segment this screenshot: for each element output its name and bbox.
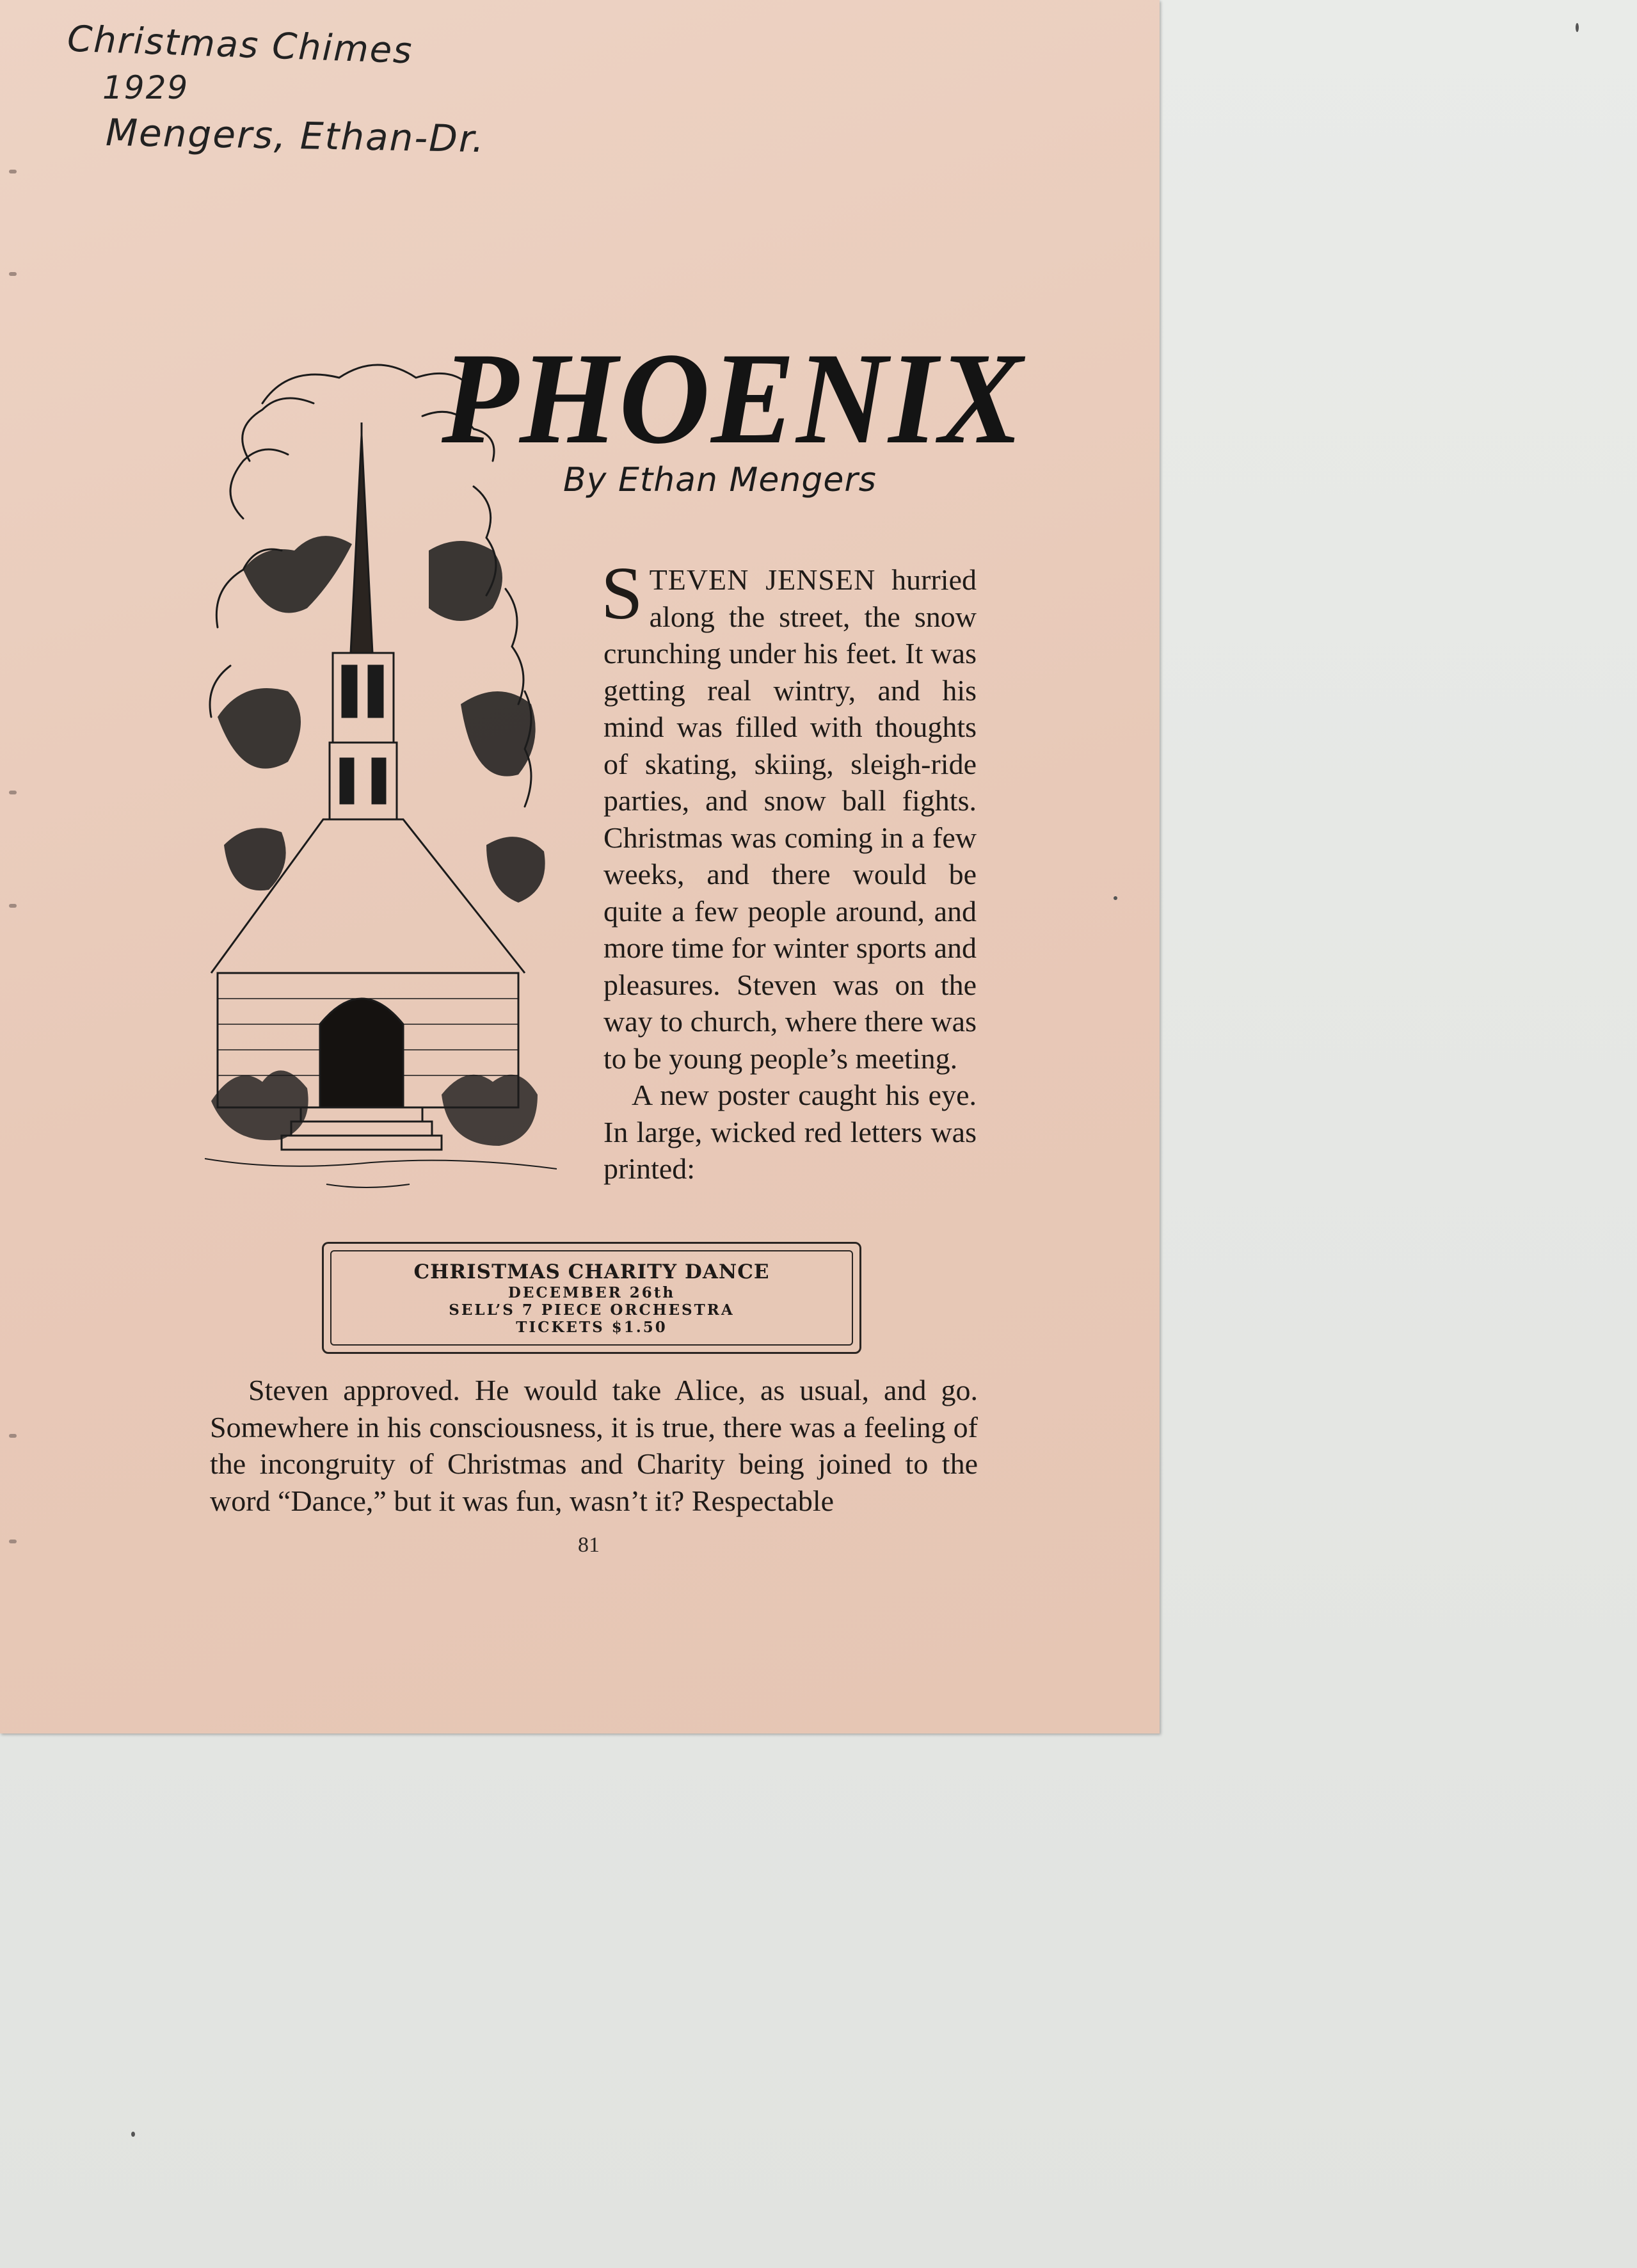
drop-cap: S xyxy=(601,551,643,635)
poster-date: DECEMBER 26th xyxy=(507,1284,676,1301)
continuation-paragraph: Steven approved. He would take Alice, as usual, and go. Somewhere in his consciousness, it is true, there was a feeling of the incongruity of Christmas and Charity being joined to the word “Dance,” but it was fun, wasn’t it? Respectable xyxy=(210,1374,978,1517)
article-title: PHOENIX xyxy=(442,326,1025,471)
poster-headline: CHRISTMAS CHARITY DANCE xyxy=(413,1260,770,1283)
scan-speck xyxy=(1576,23,1579,32)
poster-orchestra: SELL’S 7 PIECE ORCHESTRA xyxy=(449,1301,735,1319)
continuation-text xyxy=(210,1372,978,1519)
opening-column xyxy=(601,551,977,1187)
church-illustration xyxy=(205,358,589,1216)
poster-intro-paragraph: A new poster caught his eye. In large, wicked red letters was printed: xyxy=(603,1079,977,1185)
scan-speck xyxy=(131,2132,135,2137)
binding-mark xyxy=(9,1434,17,1438)
handwritten-note-year: 1929 xyxy=(102,69,189,106)
page-number: 81 xyxy=(578,1533,600,1557)
lead-caps: TEVEN JENSEN xyxy=(649,563,876,596)
binding-mark xyxy=(9,170,17,173)
binding-mark xyxy=(9,904,17,908)
opening-paragraph xyxy=(601,551,977,1077)
poster-tickets: TICKETS $1.50 xyxy=(516,1319,667,1336)
poster-inner-border xyxy=(330,1250,853,1346)
opening-paragraph-text: hurried along the street, the snow crunching under his feet. It was getting real wintry, and his mind was filled with thoughts of skating, skiing, sleigh-ride parties, and snow ball fights. Christmas was coming in a few weeks, and there would be quite a few people around, and more time for winter sports and pleasures. Steven was on the way to church, where there was to be young people’s meeting. xyxy=(603,563,977,1075)
article-byline: By Ethan Mengers xyxy=(563,461,877,499)
scan-speck xyxy=(1114,896,1117,900)
handwritten-note-author: Mengers, Ethan-Dr. xyxy=(105,110,486,161)
poster-box xyxy=(322,1242,861,1354)
binding-mark xyxy=(9,791,17,794)
handwritten-note-publication: Christmas Chimes xyxy=(67,18,414,72)
binding-mark xyxy=(9,272,17,276)
